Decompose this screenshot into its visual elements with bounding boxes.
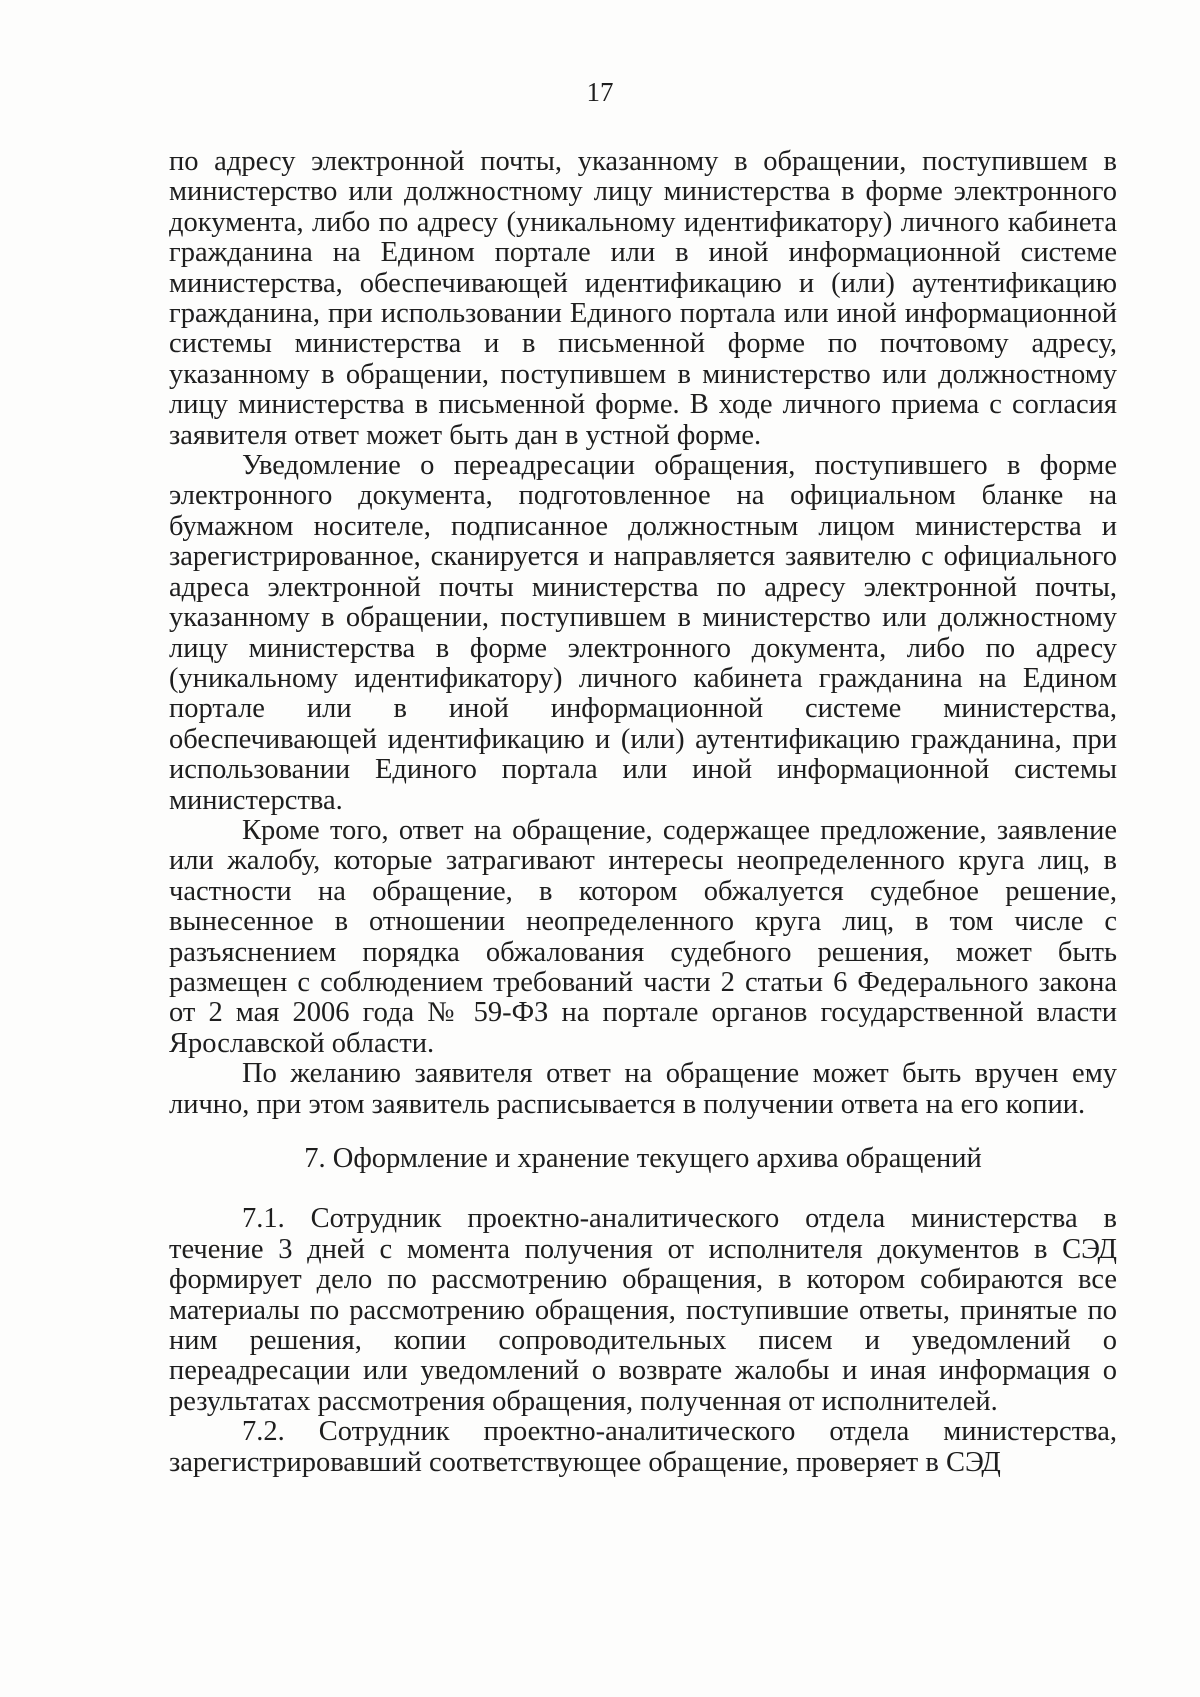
paragraph-redirect-notice: Уведомление о переадресации обращения, поступившего в форме электронного документа, подготовленное на официальном бланке на бумажном носителе, подписанное должностным лицом министерства и зарегистрированное, сканируется и направляется заявителю с официального адреса электронной почты министерства по адресу электронной почты, указанному в обращении, поступившем в министерство или должностному лицу министерства в форме электронного документа, либо по адресу (уникальному идентификатору) личного кабинета гражданина на Едином портале или в иной информационной системе министерства, обеспечивающей идентификацию и (или) аутентификацию гражданина, при использовании Единого портала или иной информационной системы министерства. [169,450,1117,816]
paragraph-7-2: 7.2. Сотрудник проектно-аналитического отдела министерства, зарегистрировавший соответствующее обращение, проверяет в СЭД [169,1416,1117,1478]
page-number: 17 [586,77,614,107]
section-heading: 7. Оформление и хранение текущего архива обращений [304,1143,982,1174]
paragraph-personal-delivery: По желанию заявителя ответ на обращение может быть вручен ему лично, при этом заявитель расписывается в получении ответа на его копии. [169,1058,1117,1120]
paragraph-public-answer: Кроме того, ответ на обращение, содержащее предложение, заявление или жалобу, которые затрагивают интересы неопределенного круга лиц, в частности на обращение, в котором обжалуется судебное решение, вынесенное в отношении неопределенного круга лиц, в том числе с разъяснением порядка обжалования судебного решения, может быть размещен с соблюдением требований части 2 статьи 6 Федерального закона от 2 мая 2006 года № 59-ФЗ на портале органов государственной власти Ярославской области. [169,814,1117,1059]
paragraph-continuation: по адресу электронной почты, указанному в обращении, поступившем в министерство или должностному лицу министерства в форме электронного документа, либо по адресу (уникальному идентификатору) личного кабинета гражданина на Едином портале или в иной информационной системе министерства, обеспечивающей идентификацию и (или) аутентификацию гражданина, при использовании Единого портала или иной информационной системы министерства и в письменной форме по почтовому адресу, указанному в обращении, поступившем в министерство или должностному лицу министерства в письменной форме. В ходе личного приема с согласия заявителя ответ может быть дан в устной форме. [169,146,1117,451]
paragraph-7-1: 7.1. Сотрудник проектно-аналитического отдела министерства в течение 3 дней с момента получения от исполнителя документов в СЭД формирует дело по рассмотрению обращения, в котором собираются все материалы по рассмотрению обращения, поступившие ответы, принятые по ним решения, копии сопроводительных писем и уведомлений о переадресации или уведомлений о возврате жалобы и иная информация о результатах рассмотрения обращения, полученная от исполнителей. [169,1203,1117,1417]
document-body [169,147,1117,1478]
